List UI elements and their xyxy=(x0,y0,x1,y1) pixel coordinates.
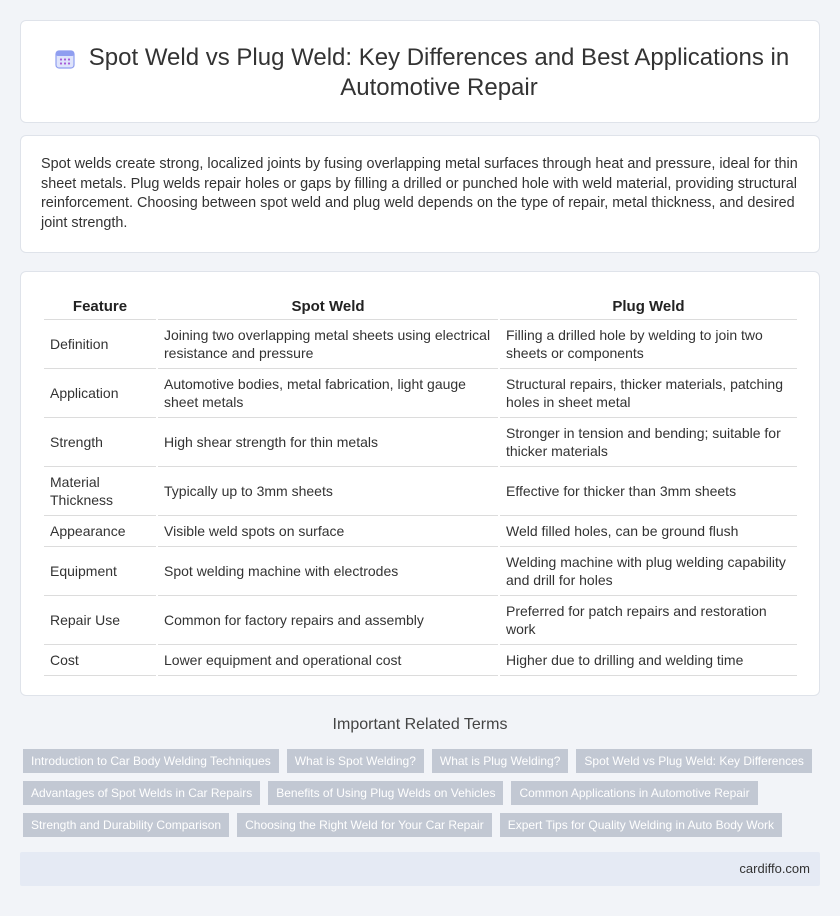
comparison-card xyxy=(20,271,820,696)
table-row xyxy=(44,516,797,547)
footer-site-link[interactable]: cardiffo.com xyxy=(739,861,810,876)
cell-feature: Appearance xyxy=(44,516,156,547)
table-header-row xyxy=(44,294,797,320)
cell-plug-weld: Weld filled holes, can be ground flush xyxy=(500,516,797,547)
related-tag[interactable]: Benefits of Using Plug Welds on Vehicles xyxy=(268,781,503,805)
cell-plug-weld: Stronger in tension and bending; suitable for thicker materials xyxy=(500,418,797,467)
table-row xyxy=(44,418,797,467)
cell-plug-weld: Filling a drilled hole by welding to join two sheets or components xyxy=(500,320,797,369)
table-row xyxy=(44,320,797,369)
header-feature: Feature xyxy=(44,294,156,320)
cell-plug-weld: Preferred for patch repairs and restoration work xyxy=(500,596,797,645)
tag-row xyxy=(23,781,823,805)
title-card xyxy=(20,20,820,123)
cell-feature: Repair Use xyxy=(44,596,156,645)
related-terms-tags xyxy=(23,749,823,845)
header-spot-weld: Spot Weld xyxy=(158,294,498,320)
footer xyxy=(20,852,820,886)
cell-spot-weld: Typically up to 3mm sheets xyxy=(158,467,498,516)
intro-card xyxy=(20,135,820,253)
related-tag[interactable]: Choosing the Right Weld for Your Car Repair xyxy=(237,813,492,837)
related-tag[interactable]: What is Spot Welding? xyxy=(287,749,424,773)
comparison-table xyxy=(42,294,799,676)
cell-feature: Application xyxy=(44,369,156,418)
related-tag[interactable]: Spot Weld vs Plug Weld: Key Differences xyxy=(576,749,811,773)
cell-plug-weld: Structural repairs, thicker materials, patching holes in sheet metal xyxy=(500,369,797,418)
table-row xyxy=(44,547,797,596)
cell-feature: Equipment xyxy=(44,547,156,596)
table-row xyxy=(44,596,797,645)
cell-spot-weld: Lower equipment and operational cost xyxy=(158,645,498,676)
page-title: Spot Weld vs Plug Weld: Key Differences and Best Applications in Automotive Repair xyxy=(88,44,790,101)
related-tag[interactable]: Introduction to Car Body Welding Techniques xyxy=(23,749,279,773)
tag-row xyxy=(23,749,823,773)
table-row xyxy=(44,369,797,418)
cell-plug-weld: Welding machine with plug welding capability and drill for holes xyxy=(500,547,797,596)
cell-feature: Strength xyxy=(44,418,156,467)
related-tag[interactable]: Strength and Durability Comparison xyxy=(23,813,229,837)
cell-feature: Material Thickness xyxy=(44,467,156,516)
cell-spot-weld: Visible weld spots on surface xyxy=(158,516,498,547)
cell-spot-weld: Spot welding machine with electrodes xyxy=(158,547,498,596)
cell-plug-weld: Effective for thicker than 3mm sheets xyxy=(500,467,797,516)
cell-spot-weld: Common for factory repairs and assembly xyxy=(158,596,498,645)
cell-feature: Definition xyxy=(44,320,156,369)
header-plug-weld: Plug Weld xyxy=(500,294,797,320)
cell-spot-weld: High shear strength for thin metals xyxy=(158,418,498,467)
related-terms-heading: Important Related Terms xyxy=(332,716,508,733)
table-row xyxy=(44,645,797,676)
cell-feature: Cost xyxy=(44,645,156,676)
intro-paragraph: Spot welds create strong, localized joints by fusing overlapping metal surfaces through heat and pressure, ideal for thin sheet metals. Plug welds repair holes or gaps by filling a drilled or punched hole with weld material, providing structural reinforcement. Choosing between spot weld and plug weld depends on the type of repair, metal thickness, and desired joint strength. xyxy=(41,156,798,231)
cell-spot-weld: Joining two overlapping metal sheets using electrical resistance and pressure xyxy=(158,320,498,369)
tag-row xyxy=(23,813,823,837)
cell-spot-weld: Automotive bodies, metal fabrication, light gauge sheet metals xyxy=(158,369,498,418)
related-tag[interactable]: Advantages of Spot Welds in Car Repairs xyxy=(23,781,260,805)
table-row xyxy=(44,467,797,516)
related-tag[interactable]: Expert Tips for Quality Welding in Auto Body Work xyxy=(500,813,782,837)
cell-plug-weld: Higher due to drilling and welding time xyxy=(500,645,797,676)
related-tag[interactable]: Common Applications in Automotive Repair xyxy=(511,781,757,805)
related-tag[interactable]: What is Plug Welding? xyxy=(432,749,569,773)
